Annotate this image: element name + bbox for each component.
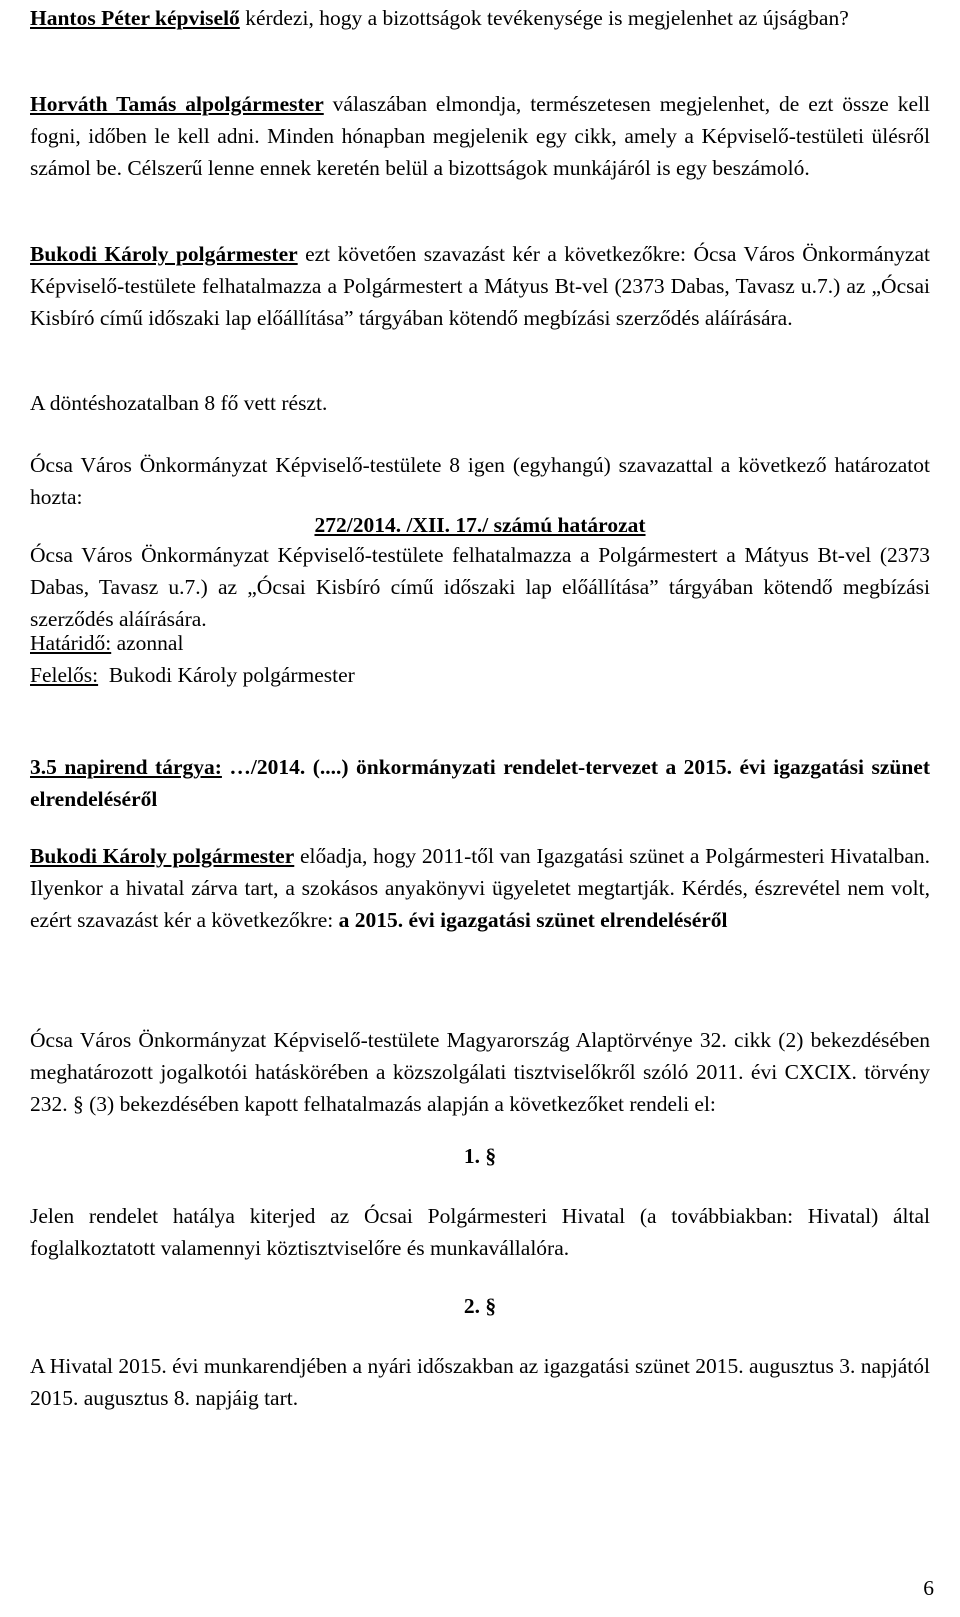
section-1-text: Jelen rendelet hatálya kiterjed az Ócsai Polgármesteri Hivatal (a továbbiakban: Hivatal) által foglalkoztatott valamennyi köztisztviselőre és munkavállalóra. bbox=[30, 1204, 930, 1260]
responsible-label: Felelős: bbox=[30, 663, 99, 687]
paragraph-bold-tail: a 2015. évi igazgatási szünet elrendeléséről bbox=[338, 908, 728, 932]
paragraph-horvath bbox=[30, 88, 930, 184]
decree-preamble: Ócsa Város Önkormányzat Képviselő-testülete Magyarország Alaptörvénye 32. cikk (2) bekezdésében meghatározott jogalkotói hatáskörében a közszolgálati tisztviselőkről szóló 2011. évi CXCIX. törvény 232. § (3) bekezdésében kapott felhatalmazás alapján a következőket rendeli el: bbox=[30, 1028, 930, 1116]
deadline-value: azonnal bbox=[111, 631, 184, 655]
section-2-heading: 2. § bbox=[463, 1294, 497, 1318]
responsible-value: Bukodi Károly polgármester bbox=[98, 663, 355, 687]
paragraph-hantos bbox=[30, 2, 930, 34]
deadline-label: Határidő: bbox=[30, 631, 112, 655]
speaker-name: Horváth Tamás alpolgármester bbox=[30, 92, 324, 116]
page-number: 6 bbox=[923, 1576, 934, 1600]
paragraph-text: kérdezi, hogy a bizottságok tevékenysége is megjelenhet az újságban? bbox=[239, 6, 849, 30]
paragraph-bukodi-vote bbox=[30, 238, 930, 334]
paragraph-text: válaszában elmondja, természetesen megjelenhet, de ezt össze kell fogni, időben le kell adni. Minden hónapban megjelenik egy cikk, amely a Képviselő-testületi ülésről számol be. Célszerű lenne ennek keretén belül a bizottságok munkájáról is egy beszámoló. bbox=[30, 92, 930, 180]
speaker-name: Bukodi Károly polgármester bbox=[30, 242, 298, 266]
vote-result: Ócsa Város Önkormányzat Képviselő-testülete 8 igen (egyhangú) szavazattal a következő határozatot hozta: bbox=[30, 453, 930, 509]
resolution-text: Ócsa Város Önkormányzat Képviselő-testülete felhatalmazza a Polgármestert a Mátyus Bt-vel (2373 Dabas, Tavasz u.7.) az „Ócsai Kisbíró című időszaki lap előállítása” tárgyában kötendő megbízási szerződés aláírására. bbox=[30, 543, 930, 631]
speaker-name: Bukodi Károly polgármester bbox=[30, 844, 295, 868]
participation-note: A döntéshozatalban 8 fő vett részt. bbox=[30, 391, 328, 415]
resolution-deadline bbox=[30, 627, 930, 659]
speaker-name: Hantos Péter képviselő bbox=[30, 6, 240, 30]
paragraph-bukodi-presents bbox=[30, 840, 930, 936]
paragraph-text: ezt követően szavazást kér a következőkre: Ócsa Város Önkormányzat Képviselő-testülete felhatalmazza a Polgármestert a Mátyus Bt-vel (2373 Dabas, Tavasz u.7.) az „Ócsai Kisbíró című időszaki lap előállítása” tárgyában kötendő megbízási szerződés aláírására. bbox=[30, 242, 930, 330]
paragraph-text: előadja, hogy 2011-től van Igazgatási szünet a Polgármesteri Hivatalban. Ilyenkor a hivatal zárva tart, a szokásos anyakönyvi ügyeletet megtartják. Kérdés, észrevétel nem volt, ezért szavazást kér a következőkre: bbox=[30, 844, 931, 932]
agenda-heading bbox=[30, 751, 930, 815]
agenda-label: 3.5 napirend tárgya: bbox=[30, 755, 222, 779]
resolution-title: 272/2014. /XII. 17./ számú határozat bbox=[314, 513, 646, 537]
section-1-heading: 1. § bbox=[463, 1144, 497, 1168]
section-2-text: A Hivatal 2015. évi munkarendjében a nyári időszakban az igazgatási szünet 2015. augusztus 3. napjától 2015. augusztus 8. napjáig tart. bbox=[30, 1354, 930, 1410]
resolution-responsible bbox=[30, 659, 930, 691]
agenda-title: …/2014. (....) önkormányzati rendelet-tervezet a 2015. évi igazgatási szünet elrendeléséről bbox=[30, 755, 930, 811]
